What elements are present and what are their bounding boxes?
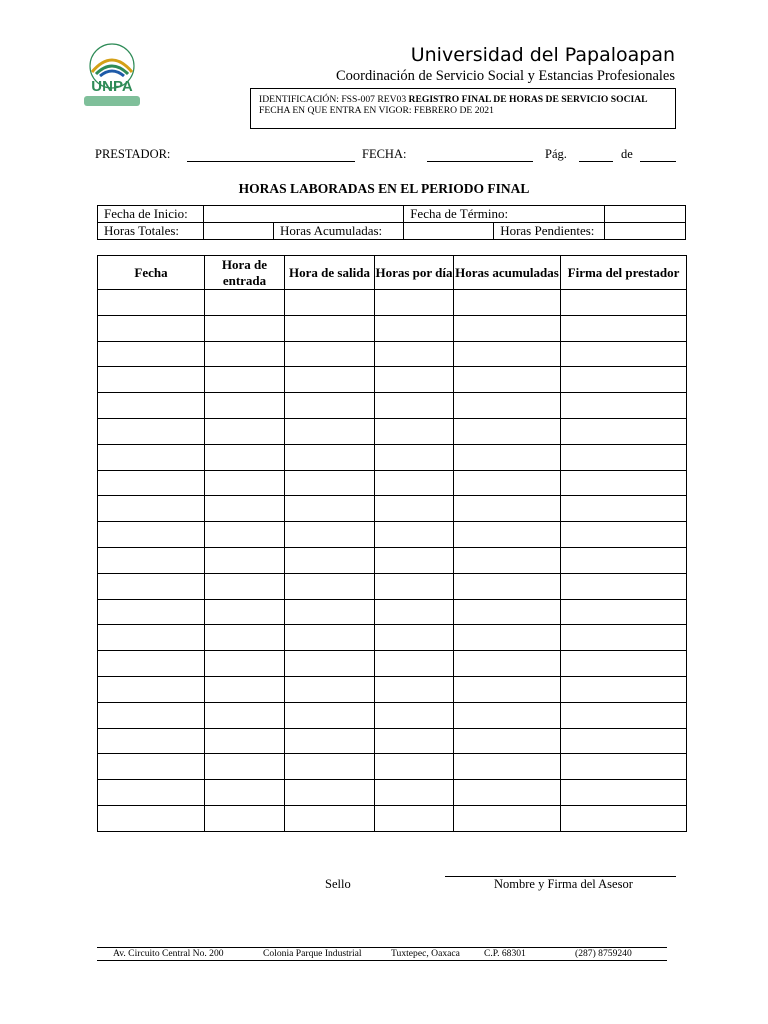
- table-cell[interactable]: [285, 573, 375, 599]
- table-cell[interactable]: [375, 702, 454, 728]
- table-cell[interactable]: [561, 780, 687, 806]
- table-cell[interactable]: [375, 290, 454, 316]
- fecha-termino-field[interactable]: [604, 206, 685, 223]
- table-cell[interactable]: [205, 625, 285, 651]
- table-cell[interactable]: [561, 393, 687, 419]
- page-number-field[interactable]: [579, 161, 613, 162]
- table-cell[interactable]: [285, 547, 375, 573]
- table-row: [98, 290, 687, 316]
- table-cell[interactable]: [98, 315, 205, 341]
- table-cell[interactable]: [98, 444, 205, 470]
- table-cell[interactable]: [454, 780, 561, 806]
- table-row: [98, 702, 687, 728]
- table-cell[interactable]: [375, 418, 454, 444]
- table-row: [98, 754, 687, 780]
- horas-totales-label: Horas Totales:: [98, 223, 204, 240]
- column-header: Hora de entrada: [205, 256, 285, 290]
- horas-totales-field[interactable]: [204, 223, 274, 240]
- table-cell[interactable]: [561, 341, 687, 367]
- table-cell[interactable]: [205, 599, 285, 625]
- table-row: [98, 676, 687, 702]
- table-cell[interactable]: [454, 444, 561, 470]
- fecha-label: FECHA:: [362, 147, 407, 161]
- table-cell[interactable]: [98, 805, 205, 831]
- table-cell[interactable]: [205, 651, 285, 677]
- table-cell[interactable]: [98, 290, 205, 316]
- table-cell[interactable]: [454, 599, 561, 625]
- table-cell[interactable]: [285, 702, 375, 728]
- table-cell[interactable]: [375, 444, 454, 470]
- table-cell[interactable]: [454, 367, 561, 393]
- table-cell[interactable]: [375, 805, 454, 831]
- table-cell[interactable]: [454, 547, 561, 573]
- table-cell[interactable]: [98, 496, 205, 522]
- table-cell[interactable]: [375, 728, 454, 754]
- table-cell[interactable]: [375, 522, 454, 548]
- table-cell[interactable]: [375, 470, 454, 496]
- table-cell[interactable]: [285, 599, 375, 625]
- table-cell[interactable]: [375, 573, 454, 599]
- table-body: [98, 290, 687, 832]
- identification-box: [250, 88, 676, 129]
- fecha-termino-label: Fecha de Término:: [404, 206, 605, 223]
- table-cell[interactable]: [454, 728, 561, 754]
- table-row: [98, 393, 687, 419]
- table-cell[interactable]: [285, 341, 375, 367]
- fecha-inicio-field[interactable]: [204, 206, 404, 223]
- table-cell[interactable]: [375, 625, 454, 651]
- table-cell[interactable]: [561, 625, 687, 651]
- table-cell[interactable]: [98, 341, 205, 367]
- logo-text: UNPA: [91, 78, 133, 95]
- table-cell[interactable]: [561, 367, 687, 393]
- table-cell[interactable]: [375, 651, 454, 677]
- table-cell[interactable]: [205, 702, 285, 728]
- table-cell[interactable]: [454, 496, 561, 522]
- footer-divider-bottom: [97, 960, 667, 961]
- table-cell[interactable]: [205, 315, 285, 341]
- horas-pendientes-field[interactable]: [605, 223, 686, 240]
- table-cell[interactable]: [285, 367, 375, 393]
- table-cell[interactable]: [205, 676, 285, 702]
- table-cell[interactable]: [205, 522, 285, 548]
- table-cell[interactable]: [454, 393, 561, 419]
- table-row: [98, 470, 687, 496]
- seal-label: Sello: [325, 877, 351, 891]
- table-cell[interactable]: [561, 573, 687, 599]
- table-cell[interactable]: [205, 290, 285, 316]
- table-cell[interactable]: [561, 290, 687, 316]
- table-cell[interactable]: [98, 651, 205, 677]
- table-cell[interactable]: [375, 754, 454, 780]
- footer-city: Tuxtepec, Oaxaca: [391, 948, 460, 959]
- table-row: [98, 341, 687, 367]
- table-row: [98, 547, 687, 573]
- table-cell[interactable]: [454, 418, 561, 444]
- table-cell[interactable]: [285, 418, 375, 444]
- table-cell[interactable]: [285, 522, 375, 548]
- horas-acumuladas-field[interactable]: [404, 223, 494, 240]
- table-cell[interactable]: [285, 470, 375, 496]
- table-cell[interactable]: [561, 676, 687, 702]
- table-cell[interactable]: [285, 780, 375, 806]
- table-cell[interactable]: [285, 651, 375, 677]
- table-cell[interactable]: [98, 702, 205, 728]
- table-cell[interactable]: [561, 728, 687, 754]
- fecha-inicio-label: Fecha de Inicio:: [98, 206, 204, 223]
- table-row: [98, 418, 687, 444]
- table-cell[interactable]: [561, 651, 687, 677]
- table-cell[interactable]: [98, 676, 205, 702]
- table-cell[interactable]: [454, 470, 561, 496]
- table-row: [98, 444, 687, 470]
- footer-colonia: Colonia Parque Industrial: [263, 948, 362, 959]
- table-cell[interactable]: [561, 418, 687, 444]
- table-cell[interactable]: [454, 651, 561, 677]
- table-cell[interactable]: [561, 444, 687, 470]
- table-header-row: [98, 256, 687, 290]
- table-cell[interactable]: [98, 573, 205, 599]
- table-cell[interactable]: [285, 754, 375, 780]
- table-cell[interactable]: [205, 573, 285, 599]
- table-cell[interactable]: [205, 470, 285, 496]
- table-cell[interactable]: [375, 393, 454, 419]
- advisor-signature-label: Nombre y Firma del Asesor: [494, 877, 633, 891]
- university-logo: [76, 40, 148, 112]
- table-cell[interactable]: [205, 547, 285, 573]
- table-row: [98, 651, 687, 677]
- table-cell[interactable]: [205, 418, 285, 444]
- table-cell[interactable]: [561, 547, 687, 573]
- table-cell[interactable]: [454, 676, 561, 702]
- footer-postal-code: C.P. 68301: [484, 948, 526, 959]
- table-cell[interactable]: [561, 805, 687, 831]
- table-row: [98, 625, 687, 651]
- table-cell[interactable]: [375, 367, 454, 393]
- table-cell[interactable]: [561, 496, 687, 522]
- table-cell[interactable]: [285, 728, 375, 754]
- table-row: [98, 522, 687, 548]
- table-cell[interactable]: [375, 341, 454, 367]
- table-cell[interactable]: [98, 522, 205, 548]
- table-cell[interactable]: [285, 315, 375, 341]
- section-title: HORAS LABORADAS EN EL PERIODO FINAL: [238, 181, 530, 196]
- summary-table: [97, 205, 686, 240]
- table-cell[interactable]: [98, 599, 205, 625]
- table-cell[interactable]: [285, 805, 375, 831]
- table-cell[interactable]: [375, 315, 454, 341]
- table-cell[interactable]: [98, 367, 205, 393]
- table-cell[interactable]: [205, 367, 285, 393]
- table-cell[interactable]: [205, 496, 285, 522]
- table-cell[interactable]: [375, 780, 454, 806]
- table-cell[interactable]: [98, 625, 205, 651]
- column-header: Horas acumuladas: [454, 256, 561, 290]
- effective-date: FECHA EN QUE ENTRA EN VIGOR: FEBRERO DE 2021: [259, 105, 494, 116]
- table-cell[interactable]: [205, 780, 285, 806]
- page-label: Pág.: [545, 147, 567, 161]
- table-cell[interactable]: [98, 393, 205, 419]
- table-cell[interactable]: [454, 315, 561, 341]
- table-cell[interactable]: [561, 599, 687, 625]
- table-cell[interactable]: [561, 315, 687, 341]
- table-cell[interactable]: [205, 754, 285, 780]
- table-cell[interactable]: [205, 393, 285, 419]
- table-cell[interactable]: [98, 418, 205, 444]
- horas-pendientes-label: Horas Pendientes:: [494, 223, 605, 240]
- table-cell[interactable]: [375, 599, 454, 625]
- prestador-label: PRESTADOR:: [95, 147, 171, 161]
- table-cell[interactable]: [98, 470, 205, 496]
- table-cell[interactable]: [285, 290, 375, 316]
- table-cell[interactable]: [454, 805, 561, 831]
- table-cell[interactable]: [285, 625, 375, 651]
- table-cell[interactable]: [205, 728, 285, 754]
- column-header: Horas por día: [375, 256, 454, 290]
- table-cell[interactable]: [205, 341, 285, 367]
- table-cell[interactable]: [205, 805, 285, 831]
- footer-phone: (287) 8759240: [575, 948, 632, 959]
- table-cell[interactable]: [561, 522, 687, 548]
- table-row: [98, 573, 687, 599]
- page-total-field[interactable]: [640, 161, 676, 162]
- table-cell[interactable]: [285, 496, 375, 522]
- hours-log-table: [97, 255, 687, 832]
- table-cell[interactable]: [454, 754, 561, 780]
- table-cell[interactable]: [454, 625, 561, 651]
- table-cell[interactable]: [375, 547, 454, 573]
- column-header: Fecha: [98, 256, 205, 290]
- table-cell[interactable]: [561, 702, 687, 728]
- page-of-label: de: [621, 147, 633, 161]
- table-cell[interactable]: [454, 290, 561, 316]
- table-cell[interactable]: [285, 444, 375, 470]
- table-row: [98, 315, 687, 341]
- prestador-field[interactable]: [187, 161, 355, 162]
- table-cell[interactable]: [454, 702, 561, 728]
- table-cell[interactable]: [205, 444, 285, 470]
- column-header: Hora de salida: [285, 256, 375, 290]
- table-row: [98, 780, 687, 806]
- horas-acumuladas-label: Horas Acumuladas:: [274, 223, 404, 240]
- table-row: [98, 496, 687, 522]
- table-row: [98, 599, 687, 625]
- table-cell[interactable]: [98, 547, 205, 573]
- table-cell[interactable]: [285, 393, 375, 419]
- table-row: [98, 728, 687, 754]
- doc-title: REGISTRO FINAL DE HORAS DE SERVICIO SOCIAL: [408, 94, 648, 105]
- university-name: Universidad del Papaloapan: [410, 44, 675, 66]
- coordination-name: Coordinación de Servicio Social y Estancias Profesionales: [335, 68, 675, 84]
- fecha-field[interactable]: [427, 161, 533, 162]
- table-cell[interactable]: [98, 780, 205, 806]
- table-cell[interactable]: [375, 676, 454, 702]
- table-cell[interactable]: [454, 573, 561, 599]
- table-cell[interactable]: [454, 341, 561, 367]
- table-cell[interactable]: [98, 754, 205, 780]
- table-cell[interactable]: [375, 496, 454, 522]
- table-cell[interactable]: [561, 470, 687, 496]
- table-cell[interactable]: [454, 522, 561, 548]
- footer-address: Av. Circuito Central No. 200: [113, 948, 224, 959]
- table-row: [98, 367, 687, 393]
- column-header: Firma del prestador: [561, 256, 687, 290]
- table-cell[interactable]: [561, 754, 687, 780]
- table-cell[interactable]: [285, 676, 375, 702]
- table-row: [98, 805, 687, 831]
- id-label: IDENTIFICACIÓN: FSS-007 REV03: [259, 94, 407, 105]
- table-cell[interactable]: [98, 728, 205, 754]
